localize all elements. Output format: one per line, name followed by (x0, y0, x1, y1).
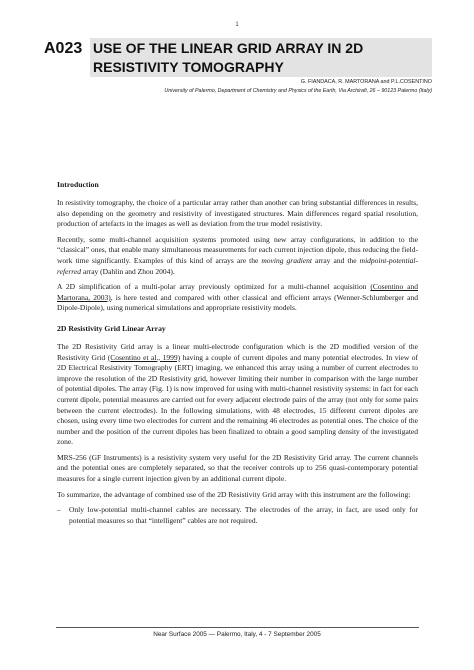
intro-paragraph-1: In resistivity tomography, the choice of a particular array rather than another can bring substantial differences in results, also depending on the geometry and resistivity of investigated structures. Main differences regard spatial resolution, production of artefacts in the images as well as deviation from the true model resistivity. (57, 198, 418, 229)
citation-link-cosentino-2003[interactable]: (Cosentino and Martorana, 2003) (57, 282, 418, 302)
page-number: 1 (235, 22, 239, 28)
footer: Near Surface 2005 — Palermo, Italy, 4 - 7 September 2005 (153, 631, 321, 638)
grid-paragraph-2: MRS-256 (GF Instruments) is a resistivity system very useful for the 2D Resistivity Grid array. The current channels and the potential ones are completely separated, so that the receiver controls up to 256 quasi-contemporary potential measures for a single current injection given by an additional current dipole. (57, 452, 418, 484)
term-midpoint-potential: midpoint-potential-referred (57, 255, 418, 276)
intro-paragraph-2: Recently, some multi-channel acquisition systems promoted using new array configurations, in addition to the “classical” ones, that enable many simultaneous measurements for each current injection dipole, thus reducing the field-work time significantly. Examples of this kind of arrays are the moving gradient array and the midpoint-potential-referred array (Dahlin and Zhou 2004). (57, 234, 418, 276)
bullet-item (57, 505, 418, 526)
paper-body (57, 180, 418, 526)
grid-paragraph-3: To summarize, the advantage of combined use of the 2D Resistivity Grid array with this instrument are the following: (57, 489, 411, 499)
term-moving-gradient: moving gradient (261, 255, 312, 265)
heading-introduction: Introduction (57, 180, 99, 189)
paper-title: USE OF THE LINEAR GRID ARRAY IN 2D RESISTIVITY TOMOGRAPHY (93, 40, 364, 75)
intro-paragraph-3: A 2D simplification of a multi-polar array previously optimized for a multi-channel acquisition (Cosentino and Martorana, 2003), is here tested and compared with other classical and efficient arrays (Wenner-Schlumberger and Dipole-Dipole), using numerical simulations and appropriate resistivity models. (57, 282, 419, 313)
grid-paragraph-1: The 2D Resistivity Grid array is a linear multi-electrode configuration which is the 2D modified version of the Resistivity Grid (Cosentino et al., 1999) having a couple of current dipoles and many potential electrodes. In view of 2D Electrical Resistivity Tomography (ERT) imaging, we enhanced this array using a number of current electrodes to improve the resolution of the 2D Resistivity grid, however limiting their number in comparison with the large number of potential dipoles. The array (Fig. 1) is now improved for using with multi-channel resistivity systems: in fact for each current dipole, potential measures are carried out for every adjacent electrode pairs of the array (not only for some pairs between the current electrodes). In the following simulations, with 48 electrodes, 15 different current dipoles are chosen, using every time two electrodes for current and the remaining 46 electrodes as potential ones. The choice of the number and the position of the current dipoles has been finalized to obtain a good sampling density of the investigated zone. (57, 341, 418, 447)
bullet-dash: – (57, 505, 61, 515)
citation-link-cosentino-1999[interactable]: (Cosentino et al., 1999) (107, 352, 181, 362)
authors: G. FIANDACA, R. MARTORANA and P.L.COSENTINO (300, 79, 432, 85)
paper-code: A023 (44, 40, 83, 57)
heading-grid-array: 2D Resistivity Grid Linear Array (57, 323, 166, 333)
footer-divider (56, 627, 419, 628)
affiliation: University of Palermo, Department of Chemistry and Physics of the Earth, Via Archirafi, 26 – 90123 Palermo (Italy) (164, 88, 432, 94)
bullet-text: Only low-potential multi-channel cables are necessary. The electrodes of the array, in fact, are used only for potential measures so that “intelligent” cables are not required. (69, 505, 418, 525)
